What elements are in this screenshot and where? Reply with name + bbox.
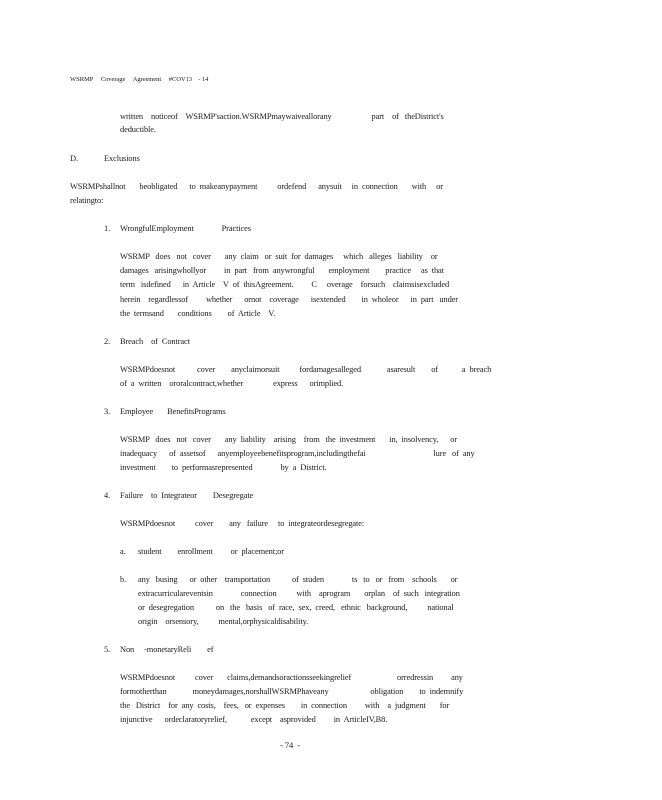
item-4b-line-1: any busing or other transportation of studen ts to or from schools or — [138, 575, 458, 584]
intro-line-2: deductible. — [120, 125, 156, 134]
item-5-line-2: formotherthan moneydamages,norshallWSRMPhaveany obligation to indemnify — [120, 687, 464, 696]
running-header: WSRMP Coverage Agreement #COV13 - 14 — [70, 76, 209, 83]
item-4-title: Failure to Integrateor Desegregate — [120, 491, 254, 500]
preamble-line-1: WSRMPshallnot beobligated to makeanypayment ordefend anysuit in connection with or — [70, 182, 443, 191]
item-5-title: Non -monetaryReli ef — [120, 645, 214, 654]
item-2-number: 2. — [104, 337, 111, 346]
item-2-line-2: of a written ororalcontract,whether express orimplied. — [120, 379, 344, 388]
item-4-number: 4. — [104, 491, 111, 500]
item-3-line-1: WSRMP does not cover any liability arising from the investment in, insolvency, or — [120, 435, 458, 444]
item-4b-line-4: origin orsensory, mental,orphysicaldisability. — [138, 617, 309, 626]
item-2-line-1: WSRMPdoesnot cover anyclaimorsuit fordamagesalleged asaresult of a breach — [120, 365, 492, 374]
intro-line-1: written noticeof WSRMP'saction.WSRMPmaywaiveallorany part of theDistrict's — [120, 112, 444, 121]
page-number: - 74 - — [280, 740, 301, 750]
item-1-line-2: damages arisingwhollyor in part from anywrongful employment practice as that — [120, 266, 444, 275]
section-d-letter: D. — [70, 154, 78, 163]
item-1-line-3: term isdefined in Article V of thisAgreement. C overage forsuch claimsisexcluded — [120, 280, 450, 289]
item-5-line-1: WSRMPdoesnot cover claims,demandsoractionsseekingrelief orredressin any — [120, 673, 463, 682]
item-2-title: Breach of Contract — [120, 337, 190, 346]
item-1-number: 1. — [104, 224, 111, 233]
item-1-line-1: WSRMP does not cover any claim or suit for damages which alleges liability or — [120, 252, 438, 261]
item-3-line-3: investment to performasrepresented by a District. — [120, 463, 327, 472]
item-4a-letter: a. — [120, 547, 126, 556]
item-4b-line-3: or desegregation on the basis of race, sex, creed, ethnic background, national — [138, 603, 454, 612]
preamble-line-2: relatingto: — [70, 196, 104, 205]
item-1-title: WrongfulEmployment Practices — [120, 224, 251, 233]
item-3-number: 3. — [104, 407, 111, 416]
item-4a-line-1: student enrollment or placement;or — [138, 547, 284, 556]
item-1-line-5: the termsand conditions of Article V. — [120, 309, 276, 318]
item-4b-letter: b. — [120, 575, 127, 584]
item-3-title: Employee BenefitsPrograms — [120, 407, 226, 416]
section-d-title: Exclusions — [104, 154, 140, 163]
item-3-line-2: inadequacy of assetsof anyemployeebenefitsprogram,includingthefai lure of any — [120, 449, 475, 458]
item-5-number: 5. — [104, 645, 111, 654]
item-1-line-4: herein regardlessof whether ornot coverage isextended in wholeor in part under — [120, 295, 458, 304]
item-5-line-3: the District for any costs, fees, or expenses in connection with a judgment for — [120, 701, 450, 710]
item-4b-line-2: extracurriculareventsin connection with aprogram orplan of such integration — [138, 589, 460, 598]
item-4-line-1: WSRMPdoesnot cover any failure to integrateordesegregate: — [120, 519, 365, 528]
item-5-line-4: injunctive ordeclaratoryrelief, except asprovided in ArticleIV,B8. — [120, 715, 388, 724]
